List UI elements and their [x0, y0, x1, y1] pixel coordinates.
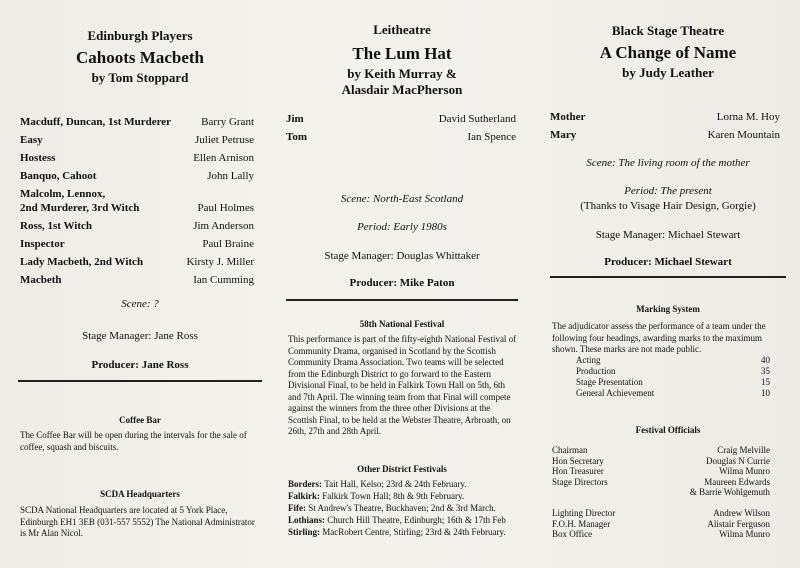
divider [550, 276, 786, 278]
stage-manager-line: Stage Manager: Michael Stewart [595, 229, 741, 241]
cast-row: Inspector Paul Braine [20, 238, 254, 250]
column-change-of-name [548, 0, 788, 568]
producer-line: Producer: Mike Paton [349, 277, 455, 289]
play-title: A Change of Name [599, 43, 737, 62]
play-author: by Keith Murray & [347, 66, 457, 81]
cast-row: Banquo, Cahoot John Lally [20, 170, 254, 182]
period-line: Period: Early 1980s [357, 221, 447, 233]
table-row: Stage Presentation 15 [576, 377, 770, 387]
scene-line: Scene: The living room of the mother [586, 157, 750, 169]
theatre-name: Leitheatre [373, 22, 431, 37]
column-cahoots-macbeth [16, 0, 264, 568]
thanks-line: (Thanks to Visage Hair Design, Gorgie) [580, 200, 756, 212]
scda-text: SCDA National Headquarters are located at 5 York Place, Edinburgh EH1 3EB (031-557 5552) The National Administrator is Mr Alan Nicol. [20, 505, 255, 538]
cast-list [20, 116, 254, 292]
coffee-bar-heading: Coffee Bar [119, 415, 161, 425]
scda-heading: SCDA Headquarters [100, 489, 180, 499]
divider [18, 380, 262, 382]
cast-row: Tom Ian Spence [286, 131, 516, 143]
list-item: Borders: Tait Hall, Kelso; 23rd & 24th February. [288, 479, 467, 489]
producer-line: Producer: Jane Ross [91, 359, 189, 371]
table-row: Box Office Wilma Munro [552, 529, 770, 540]
cast-row: Easy Juliet Petruse [20, 134, 254, 146]
marking-text: The adjudicator assess the performance of a team under the following four headings, awarding marks to the maximum shown. These marks are not made public. [552, 321, 766, 354]
list-item: Stirling: MacRobert Centre, Stirling; 23rd & 24th February. [288, 527, 506, 537]
stage-manager-line: Stage Manager: Jane Ross [82, 330, 198, 342]
festival-text: This performance is part of the fifty-eighth National Festival of Community Drama, organised in Scotland by the Scottish Community Drama Association. Two teams will be selected from the Edinburgh District to go forward to the Eastern Divisional Final, to be held in Falkirk Town Hall on 5th, 6th and 7th April. The winning team from that Final will compete against the winners from the three other Divisions at the Scottish Final, to be held at the Webster Theatre, Arbroath, on 26th, 27th and 28th April. [288, 334, 517, 436]
play-author: by Tom Stoppard [91, 70, 189, 85]
producer-line: Producer: Michael Stewart [604, 256, 732, 268]
cast-row: Mary Karen Mountain [550, 129, 780, 141]
marks-table [576, 355, 770, 399]
marking-heading: Marking System [636, 304, 700, 314]
play-title: The Lum Hat [352, 44, 452, 63]
officials-heading: Festival Officials [635, 425, 701, 435]
other-festivals-list [288, 479, 524, 538]
cast-row: Lady Macbeth, 2nd Witch Kirsty J. Miller [20, 256, 254, 268]
cast-row: Mother Lorna M. Hoy [550, 111, 780, 123]
cast-row: Macduff, Duncan, 1st Murderer Barry Grant [20, 116, 254, 128]
other-festivals-heading: Other District Festivals [357, 464, 447, 474]
scene-line: Scene: ? [121, 298, 159, 310]
cast-list [550, 111, 780, 147]
play-title: Cahoots Macbeth [76, 48, 204, 67]
theatre-name: Black Stage Theatre [611, 23, 725, 38]
table-row: Production 35 [576, 366, 770, 376]
table-row: General Achievement 10 [576, 388, 770, 398]
play-author: Alasdair MacPherson [341, 82, 463, 97]
stage-manager-line: Stage Manager: Douglas Whittaker [324, 250, 480, 262]
list-item: Fife: St Andrew's Theatre, Buckhaven; 2nd & 3rd March. [288, 503, 496, 513]
table-row: Hon Treasurer Wilma Munro [552, 466, 770, 477]
play-author: by Judy Leather [622, 65, 714, 80]
table-row: Acting 40 [576, 355, 770, 365]
table-row: Stage Directors Maureen Edwards [552, 476, 770, 487]
officials-table [552, 445, 770, 540]
scene-line: Scene: North-East Scotland [340, 193, 464, 205]
table-row: Chairman Craig Melville [552, 445, 770, 455]
list-item: Lothians: Church Hill Theatre, Edinburgh; 16th & 17th Feb [288, 515, 506, 525]
table-row: F.O.H. Manager Alistair Ferguson [552, 518, 770, 529]
cast-row: Jim David Sutherland [286, 113, 516, 125]
cast-row: 2nd Murderer, 3rd Witch Paul Holmes [20, 202, 254, 214]
list-item: Falkirk: Falkirk Town Hall; 8th & 9th February. [288, 491, 465, 501]
table-row: & Barrie Wohlgemuth [689, 487, 770, 498]
cast-row: Ross, 1st Witch Jim Anderson [20, 220, 254, 232]
festival-heading: 58th National Festival [359, 319, 445, 329]
cast-row: Malcolm, Lennox, [20, 188, 106, 200]
cast-row: Hostess Ellen Arnison [20, 152, 254, 164]
cast-row: Macbeth Ian Cumming [20, 274, 254, 286]
column-lum-hat [284, 0, 520, 568]
period-line: Period: The present [624, 185, 712, 197]
table-row: Hon Secretary Douglas N Currie [552, 455, 770, 466]
cast-list [286, 113, 516, 149]
theatre-name: Edinburgh Players [87, 28, 193, 43]
coffee-bar-text: The Coffee Bar will be open during the intervals for the sale of coffee, squash and biscuits. [20, 430, 247, 452]
table-row: Lighting Director Andrew Wilson [552, 507, 770, 518]
divider [286, 299, 518, 301]
